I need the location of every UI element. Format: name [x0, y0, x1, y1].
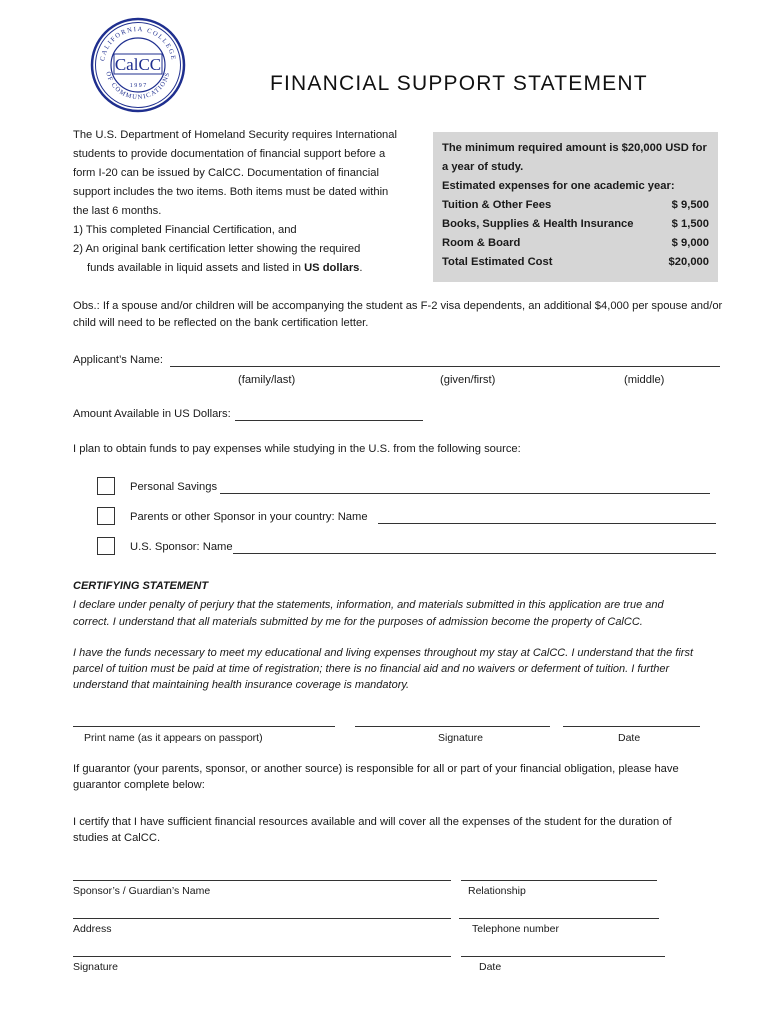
intro-line-last [73, 259, 418, 278]
obs-note: Obs.: If a spouse and/or children will be accompanying the student as F-2 visa dependents, an additional $4,000 per spouse and/or child will need to be reflected on the bank certification letter. [73, 300, 723, 329]
svg-text:CALIFORNIA COLLEGE: CALIFORNIA COLLEGE [99, 25, 177, 62]
family-name-caption: (family/last) [238, 374, 296, 386]
intro-line: students to provide documentation of financial support before a [73, 148, 386, 160]
expense-value: $ 9,500 [671, 199, 709, 211]
amount-label: Amount Available in US Dollars: [73, 408, 231, 420]
expense-label: Total Estimated Cost [442, 256, 553, 268]
parents-sponsor-label: Parents or other Sponsor in your country: Name [130, 511, 368, 523]
sponsor-name-field[interactable] [73, 868, 451, 881]
expenses-box [433, 132, 718, 282]
applicant-name-label: Applicant’s Name: [73, 354, 163, 366]
applicant-name-row [73, 354, 163, 366]
expense-label: Books, Supplies & Health Insurance [442, 218, 634, 230]
certify-text-line: I certify that I have sufficient financial resources available and will cover all the expenses of the student for the duration of [73, 816, 672, 828]
expense-label: Tuition & Other Fees [442, 199, 552, 211]
date-field[interactable] [563, 714, 700, 727]
signature-field[interactable] [355, 714, 550, 727]
guarantor-text-line: guarantor complete below: [73, 779, 205, 791]
sponsor-date-caption: Date [479, 961, 502, 973]
intro-line: 2) An original bank certification letter showing the required [73, 243, 361, 255]
middle-name-caption: (middle) [624, 374, 665, 386]
telephone-caption: Telephone number [472, 923, 559, 935]
source-intro: I plan to obtain funds to pay expenses while studying in the U.S. from the following source: [73, 443, 521, 455]
address-caption: Address [73, 923, 112, 935]
intro-last-prefix: funds available in liquid assets and listed in [87, 262, 305, 274]
min-amount-line2: a year of study. [442, 161, 524, 173]
certify-text-line: studies at CalCC. [73, 832, 161, 844]
expense-row-books [442, 218, 709, 230]
intro-line: form I-20 can be issued by CalCC. Documentation of financial [73, 167, 379, 179]
print-name-caption: Print name (as it appears on passport) [84, 732, 263, 744]
intro-line: The U.S. Department of Homeland Security requires International [73, 129, 397, 141]
certifying-p2-line: I have the funds necessary to meet my educational and living expenses throughout my stay at CalCC. I understand that the first [73, 647, 694, 659]
sponsor-name-caption: Sponsor’s / Guardian’s Name [73, 885, 211, 897]
certifying-p1-line: I declare under penalty of perjury that the statements, information, and materials submitted in this application are true and [73, 599, 664, 611]
intro-line: support includes the two items. Both items must be dated within [73, 186, 389, 198]
seal-center-text: CalCC [114, 55, 162, 74]
date-caption: Date [618, 732, 641, 744]
guarantor-text-line: If guarantor (your parents, sponsor, or another source) is responsible for all or part of your financial obligation, please have [73, 763, 679, 775]
certifying-p1-line: correct. I understand that all materials submitted by me for the purposes of admission become the property of CalCC. [73, 616, 643, 628]
address-field[interactable] [73, 906, 451, 919]
us-sponsor-checkbox[interactable] [97, 537, 115, 555]
relationship-field[interactable] [461, 868, 657, 881]
parents-sponsor-name-field[interactable] [378, 511, 716, 524]
personal-savings-checkbox[interactable] [97, 477, 115, 495]
amount-field[interactable] [235, 408, 423, 421]
sponsor-date-field[interactable] [461, 944, 665, 957]
intro-line: 1) This completed Financial Certification, and [73, 224, 297, 236]
applicant-name-field[interactable] [170, 354, 720, 367]
expense-row-room [442, 237, 709, 249]
parents-sponsor-checkbox[interactable] [97, 507, 115, 525]
page-title: FINANCIAL SUPPORT STATEMENT [270, 72, 648, 95]
seal-year: 1 9 9 7 [129, 83, 147, 89]
intro-last-suffix: . [359, 262, 363, 274]
expense-label: Room & Board [442, 237, 521, 249]
telephone-field[interactable] [459, 906, 659, 919]
personal-savings-label: Personal Savings [130, 481, 218, 493]
personal-savings-field[interactable] [220, 481, 710, 494]
intro-paragraph [73, 126, 418, 278]
sponsor-signature-field[interactable] [73, 944, 451, 957]
expenses-heading: Estimated expenses for one academic year: [442, 180, 675, 192]
us-sponsor-name-field[interactable] [233, 541, 716, 554]
intro-last-bold: US dollars [304, 262, 360, 274]
given-name-caption: (given/first) [440, 374, 496, 386]
expense-value: $ 1,500 [671, 218, 709, 230]
min-amount-line1: The minimum required amount is $20,000 USD for [442, 142, 707, 154]
intro-line: the last 6 months. [73, 205, 162, 217]
relationship-caption: Relationship [468, 885, 526, 897]
certifying-p2-line: parcel of tuition must be paid at time of registration; there is no financial aid and no waivers or deferment of tuition. I further [73, 663, 670, 675]
signature-caption: Signature [438, 732, 483, 744]
certifying-p2-line: understand that maintaining health insurance coverage is mandatory. [73, 679, 410, 691]
expense-row-total [442, 256, 709, 268]
certifying-heading: CERTIFYING STATEMENT [73, 580, 209, 592]
print-name-field[interactable] [73, 714, 335, 727]
expense-value: $20,000 [668, 256, 709, 268]
expense-row-tuition [442, 199, 709, 211]
calcc-seal-logo [90, 17, 186, 113]
svg-text:OF COMMUNICATIONS: OF COMMUNICATIONS [104, 70, 172, 102]
sponsor-signature-caption: Signature [73, 961, 118, 973]
us-sponsor-label: U.S. Sponsor: Name [130, 541, 233, 553]
expense-value: $ 9,000 [671, 237, 709, 249]
